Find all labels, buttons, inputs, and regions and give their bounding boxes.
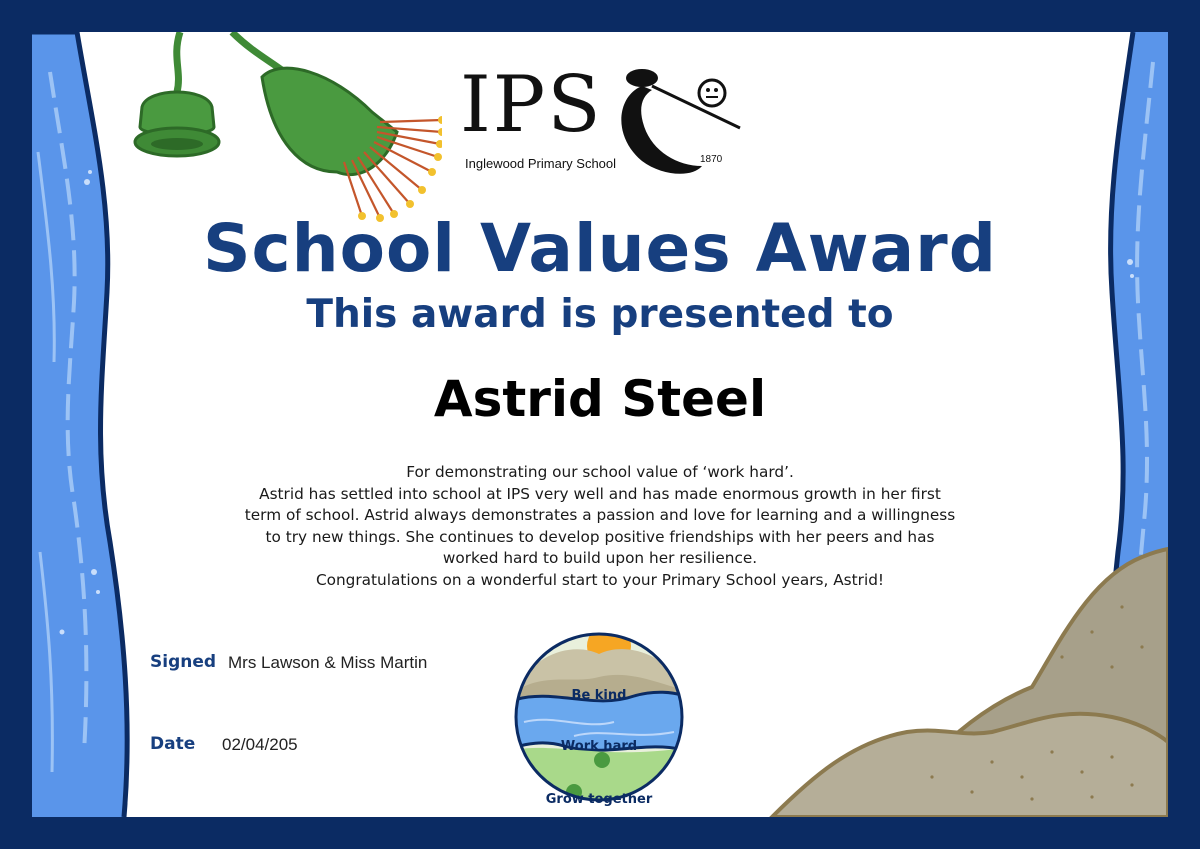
signed-label: Signed [150,652,217,672]
gumnut-flower-icon [122,32,442,232]
logo-year: 1870 [700,154,723,165]
description-line: Astrid has settled into school at IPS very well and has made enormous growth in her first [259,484,941,503]
description-line: to try new things. She continues to develop positive friendships with her peers and has [265,527,935,546]
swan-icon [612,66,742,176]
description-line: Congratulations on a wonderful start to your Primary School years, Astrid! [315,570,885,589]
date-value: 02/04/205 [222,735,298,754]
description-line: term of school. Astrid always demonstrates a passion and love for learning and a willingness [244,506,956,524]
values-badge [514,632,684,807]
certificate-frame [32,32,1168,817]
award-subtitle: This award is presented to [306,292,894,337]
value-be-kind: Be kind [571,688,627,703]
description-line: For demonstrating our school value of ‘work hard’. [406,463,794,481]
logo-letters: IPS [460,60,603,150]
description-line: worked hard to build upon her resilience. [442,549,758,567]
award-description [210,462,990,591]
logo-school-name: Inglewood Primary School [465,156,617,171]
value-grow-together: Grow together [545,792,653,807]
recipient-name: Astrid Steel [433,370,767,428]
signed-value: Mrs Lawson & Miss Martin [228,653,428,672]
value-work-hard: Work hard [560,739,638,754]
values-badge-art [514,632,684,802]
award-title: School Values Award [203,210,997,287]
date-label: Date [150,734,196,754]
